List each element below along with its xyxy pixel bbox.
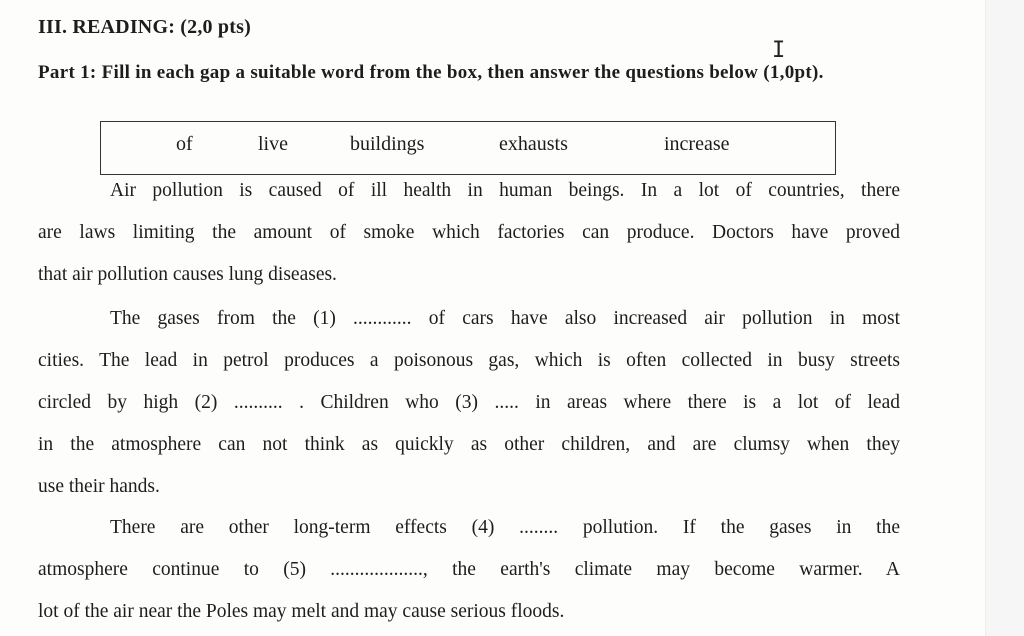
text-line: The gases from the (1) ............ of cars have also increased air pollution in most — [110, 308, 900, 329]
text-line: use their hands. — [38, 476, 160, 497]
page-margin — [985, 0, 1024, 636]
word-box-item: of — [176, 133, 193, 155]
text-line: in the atmosphere can not think as quickly as other children, and are clumsy when they — [38, 434, 900, 455]
text-line: lot of the air near the Poles may melt and may cause serious floods. — [38, 601, 565, 622]
text-line: are laws limiting the amount of smoke which factories can produce. Doctors have proved — [38, 222, 900, 243]
word-box — [100, 121, 836, 175]
text-line: Air pollution is caused of ill health in human beings. In a lot of countries, there — [110, 180, 900, 201]
section-title: III. READING: (2,0 pts) — [38, 16, 251, 38]
text-line: that air pollution causes lung diseases. — [38, 264, 337, 285]
part-instructions: Part 1: Fill in each gap a suitable word from the box, then answer the questions below (1,0pt). — [38, 62, 824, 83]
paragraph-3 — [38, 507, 900, 633]
text-line: circled by high (2) .......... . Children who (3) ..... in areas where there is a lot of lead — [38, 392, 900, 413]
text-cursor-icon: I — [772, 38, 786, 63]
word-box-item: increase — [664, 133, 730, 155]
text-line: cities. The lead in petrol produces a poisonous gas, which is often collected in busy streets — [38, 350, 900, 371]
word-box-item: buildings — [350, 133, 425, 155]
paragraph-1 — [38, 170, 900, 296]
text-line: There are other long-term effects (4) ........ pollution. If the gases in the — [110, 517, 900, 538]
paragraph-2 — [38, 298, 900, 508]
word-box-item: exhausts — [499, 133, 568, 155]
text-line: atmosphere continue to (5) ..................., the earth's climate may become warmer. A — [38, 559, 900, 580]
word-box-item: live — [258, 133, 288, 155]
